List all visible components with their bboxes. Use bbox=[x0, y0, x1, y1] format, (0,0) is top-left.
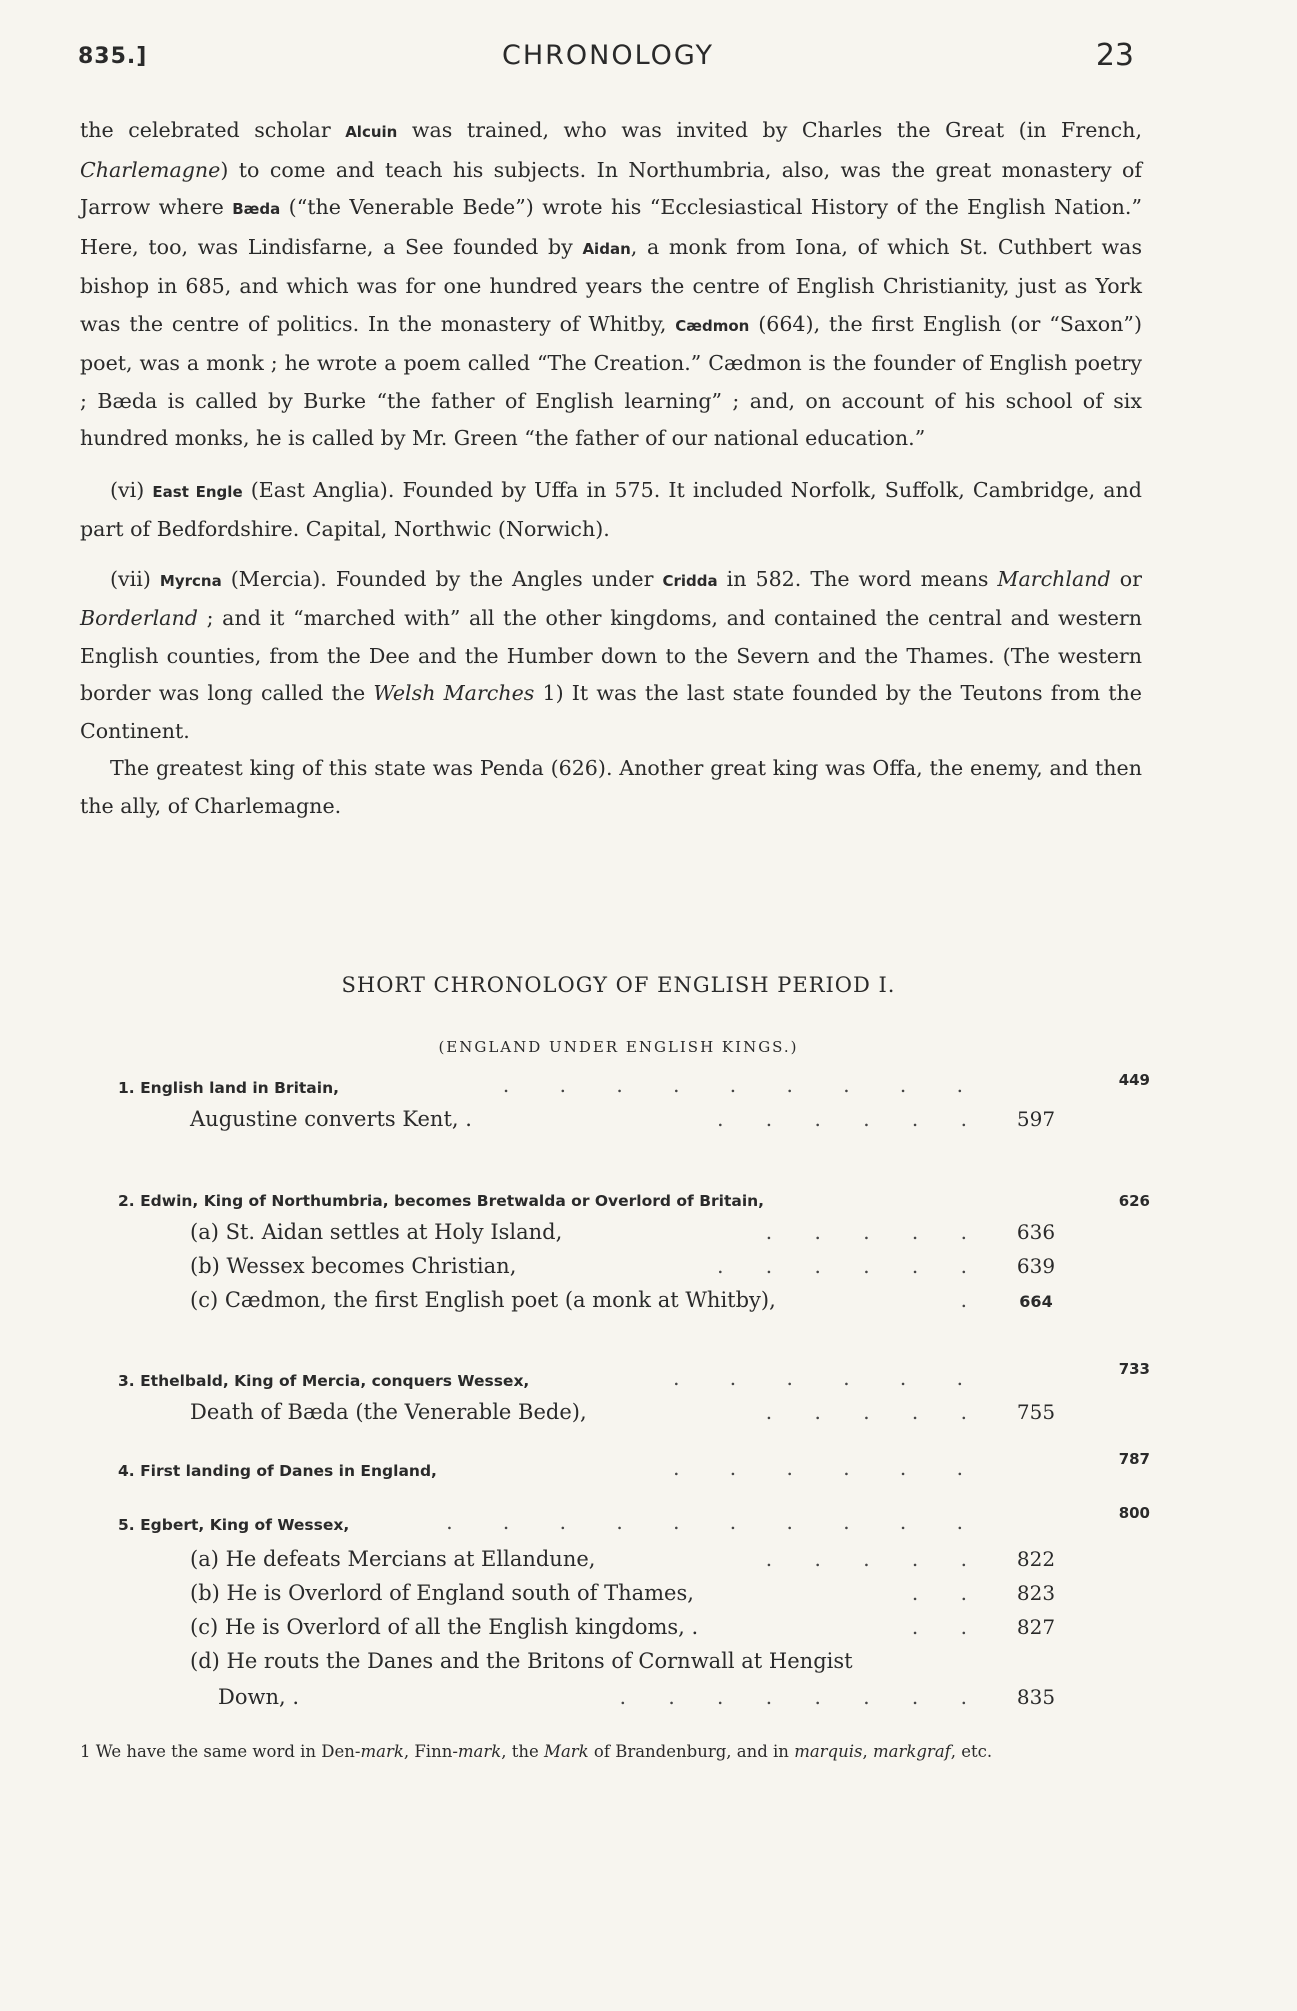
name-term: Aidan bbox=[582, 239, 631, 258]
chronology-event: 1. English land in Britain, bbox=[118, 1079, 339, 1097]
chronology-row bbox=[0, 1400, 1297, 1434]
text-run: The greatest king of this state was Penda (626). Another great king was Offa, the enemy, and then the ally, of Charlemagne. bbox=[80, 756, 1142, 818]
event-year: 597 bbox=[1016, 1107, 1056, 1131]
name-term: Myrcna bbox=[159, 571, 222, 590]
text-run: ; and it “marched with” all the other kingdoms, and contained the central and western English counties, from the Dee and the Humber down to the Severn and the Thames. (The western border was long called the bbox=[80, 606, 1142, 705]
text-run: ) to come and teach his subjects. In Northumbria, also, was the great monastery of Jarrow where bbox=[80, 157, 1142, 219]
page-number: 23 bbox=[1095, 38, 1134, 73]
period-year: 800 bbox=[1118, 1504, 1150, 1522]
header-section-ref: 835.] bbox=[78, 44, 148, 69]
event-year: 664 bbox=[1019, 1292, 1053, 1311]
chronology-row bbox=[0, 1220, 1297, 1254]
italic-term: Marchland bbox=[997, 566, 1111, 591]
italic-term: Borderland bbox=[80, 606, 198, 630]
chronology-event: 3. Ethelbald, King of Mercia, conquers Wessex, bbox=[118, 1372, 530, 1390]
italic-term: Welsh Marches bbox=[373, 681, 535, 705]
italic-term: markgraf bbox=[873, 1742, 951, 1761]
leader-dots: . . . . . bbox=[765, 1400, 985, 1424]
leader-dots: . . . . . . . . . bbox=[502, 1073, 985, 1097]
text-run: (vi) bbox=[110, 477, 153, 502]
chronology-event: 4. First landing of Danes in England, bbox=[118, 1462, 437, 1480]
chronology-event: 2. Edwin, King of Northumbria, becomes Bretwalda or Overlord of Britain, bbox=[118, 1192, 765, 1210]
chronology-row bbox=[0, 1254, 1297, 1288]
event-year: 639 bbox=[1016, 1254, 1056, 1278]
text-run: was trained, who was invited by Charles the Great (in French, bbox=[397, 118, 1142, 142]
chronology-row bbox=[0, 1360, 1297, 1400]
period-year: 733 bbox=[1118, 1360, 1150, 1378]
event-year: 823 bbox=[1016, 1581, 1056, 1605]
text-run: , Finn- bbox=[403, 1742, 458, 1761]
leader-dots: . bbox=[960, 1288, 985, 1312]
chronology-event: (b) He is Overlord of England south of Thames, bbox=[190, 1581, 694, 1605]
name-term: Bæda bbox=[232, 200, 281, 218]
event-year: 636 bbox=[1016, 1220, 1056, 1244]
chronology-row bbox=[0, 1685, 1297, 1719]
chronology-event: (b) Wessex becomes Christian, bbox=[190, 1254, 517, 1278]
chronology-row bbox=[0, 1547, 1297, 1581]
chronology-row bbox=[0, 1649, 1297, 1683]
leader-dots: . . bbox=[911, 1615, 985, 1639]
chronology-title: SHORT CHRONOLOGY OF ENGLISH PERIOD I. bbox=[341, 973, 896, 997]
header-title: CHRONOLOGY bbox=[501, 40, 715, 71]
period-year: 787 bbox=[1118, 1450, 1150, 1468]
event-year: 822 bbox=[1016, 1547, 1056, 1571]
italic-term: mark bbox=[360, 1742, 404, 1761]
chronology-row bbox=[0, 1581, 1297, 1615]
italic-term: Charlemagne bbox=[80, 157, 221, 182]
chronology-event: Death of Bæda (the Venerable Bede), bbox=[190, 1400, 587, 1424]
leader-dots: . . . . . . bbox=[673, 1456, 985, 1480]
text-run: , etc. bbox=[950, 1742, 993, 1761]
chronology-row bbox=[0, 1450, 1297, 1490]
leader-dots: . . bbox=[911, 1581, 985, 1605]
name-term: East Engle bbox=[152, 482, 243, 501]
text-run: 1 We have the same word in Den- bbox=[80, 1742, 361, 1761]
text-run: , bbox=[862, 1742, 873, 1761]
name-term: Alcuin bbox=[345, 123, 398, 141]
italic-term: mark bbox=[457, 1742, 502, 1761]
chronology-event: (d) He routs the Danes and the Britons of Cornwall at Hengist bbox=[190, 1649, 853, 1673]
chronology-row bbox=[0, 1288, 1297, 1322]
italic-term: marquis bbox=[794, 1742, 863, 1761]
period-year: 626 bbox=[1118, 1192, 1150, 1210]
chronology-row bbox=[0, 1615, 1297, 1649]
text-run: , a monk from Iona, of which St. Cuthbert was bishop in 685, and which was for one hundred years the centre of English Christianity, just as York was the centre of politics. In the monastery of Whitby, bbox=[80, 234, 1143, 336]
chronology-row bbox=[0, 1504, 1297, 1544]
leader-dots: . . . . . . . . . . bbox=[446, 1510, 985, 1534]
leader-dots: . . . . . . bbox=[717, 1254, 985, 1278]
chronology-row bbox=[0, 1073, 1297, 1107]
chronology-subtitle: (ENGLAND UNDER ENGLISH KINGS.) bbox=[438, 1038, 799, 1056]
event-year: 827 bbox=[1016, 1615, 1056, 1639]
leader-dots: . . . . . . bbox=[717, 1107, 985, 1131]
text-run: (East Anglia). Founded by Uffa in 575. It included Norfolk, Suffolk, Cambridge, and part of Bedfordshire. Capital, Northwic (Norwich). bbox=[80, 477, 1142, 541]
name-term: Cædmon bbox=[675, 316, 750, 335]
text-run: or bbox=[1110, 566, 1142, 591]
name-term: Cridda bbox=[662, 571, 718, 590]
leader-dots: . . . . . . bbox=[673, 1366, 985, 1390]
chronology-row bbox=[0, 1186, 1297, 1220]
event-year: 755 bbox=[1016, 1400, 1056, 1424]
text-run: in 582. The word means bbox=[717, 566, 998, 591]
chronology-event: (c) Cædmon, the first English poet (a monk at Whitby), bbox=[190, 1288, 776, 1312]
text-run: of Brandenburg, and in bbox=[588, 1742, 795, 1761]
italic-term: Mark bbox=[544, 1742, 589, 1761]
text-run: (vii) bbox=[110, 566, 160, 591]
leader-dots: . . . . . bbox=[765, 1547, 985, 1571]
text-run: the celebrated scholar bbox=[80, 118, 346, 142]
chronology-event: Augustine converts Kent, . bbox=[190, 1107, 472, 1131]
text-run: , the bbox=[501, 1742, 545, 1761]
text-run: (664), the first English (or “Saxon”) poet, was a monk ; he wrote a poem called “The Creation.” Cædmon is the founder of English poetry ; Bæda is called by Burke “the father of English learning” ; and, on account of his school of six hundred monks, he is called by Mr. Green “the father of our national education.” bbox=[80, 311, 1142, 450]
chronology-event: (c) He is Overlord of all the English kingdoms, . bbox=[190, 1615, 699, 1639]
chronology-row bbox=[0, 1107, 1297, 1141]
chronology-event: (a) He defeats Mercians at Ellandune, bbox=[190, 1547, 596, 1571]
chronology-event: Down, . bbox=[218, 1685, 300, 1709]
period-year: 449 bbox=[1118, 1071, 1150, 1089]
event-year: 835 bbox=[1016, 1685, 1056, 1709]
leader-dots: . . . . . bbox=[765, 1220, 985, 1244]
chronology-event: 5. Egbert, King of Wessex, bbox=[118, 1516, 350, 1534]
text-run: (“the Venerable Bede”) wrote his “Ecclesiastical History of the English Nation.” Here, too, was Lindisfarne, a See founded by bbox=[80, 195, 1142, 259]
leader-dots: . . . . . . . . bbox=[619, 1685, 985, 1709]
footnote bbox=[80, 1738, 1142, 1766]
chronology-event: (a) St. Aidan settles at Holy Island, bbox=[190, 1220, 563, 1244]
text-run: (Mercia). Founded by the Angles under bbox=[221, 566, 663, 591]
text-run: 1) It was the last state founded by the Teutons from the Continent. bbox=[80, 681, 1142, 743]
